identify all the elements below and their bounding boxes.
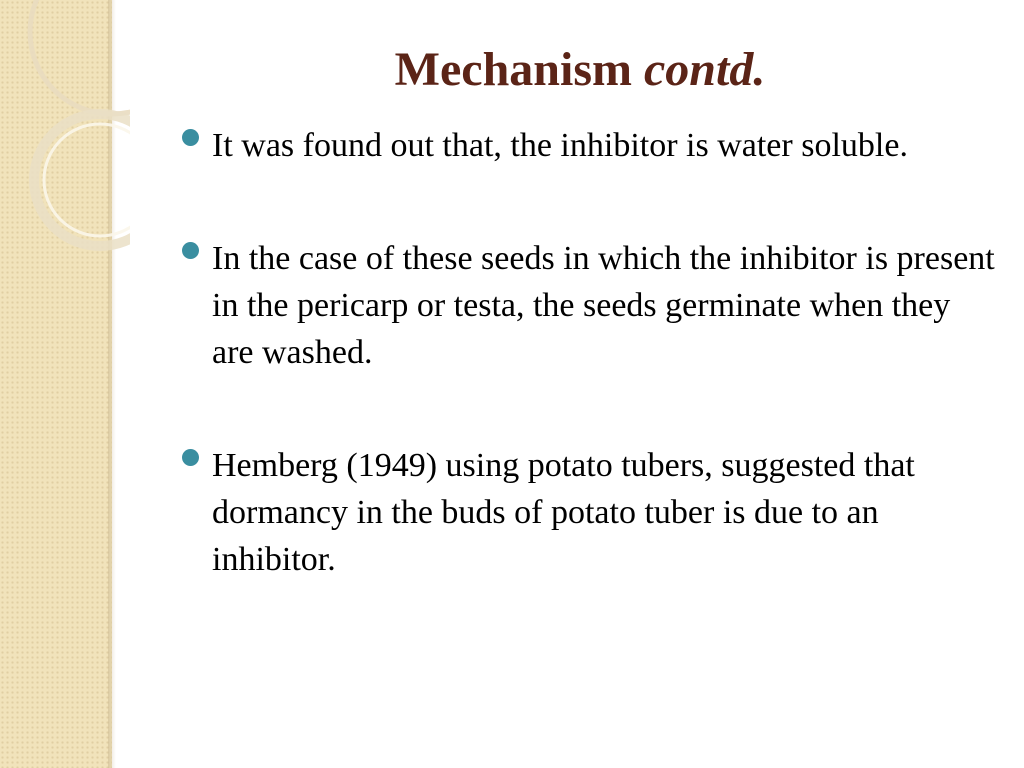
bullet-dot-icon	[182, 449, 199, 466]
decorative-rings	[0, 0, 130, 260]
bullet-dot-icon	[182, 242, 199, 259]
bullet-text: In the case of these seeds in which the inhibitor is present in the pericarp or testa, the seeds germinate when they are washed.	[212, 240, 995, 371]
bullet-list	[176, 122, 996, 583]
bullet-text: Hemberg (1949) using potato tubers, suggested that dormancy in the buds of potato tuber is due to an inhibitor.	[212, 447, 915, 578]
bullet-dot-icon	[182, 129, 199, 146]
decorative-ring-inner	[44, 124, 130, 236]
title-main-text: Mechanism	[394, 43, 632, 96]
slide-title	[160, 40, 1000, 100]
decorative-ring-mid	[34, 114, 130, 246]
bullet-text: It was found out that, the inhibitor is water soluble.	[212, 127, 908, 164]
bullet-item	[176, 442, 996, 583]
title-italic-text: contd.	[643, 43, 766, 96]
bullet-item	[176, 235, 996, 376]
decorative-ring-large	[30, 0, 130, 114]
bullet-item	[176, 122, 996, 169]
